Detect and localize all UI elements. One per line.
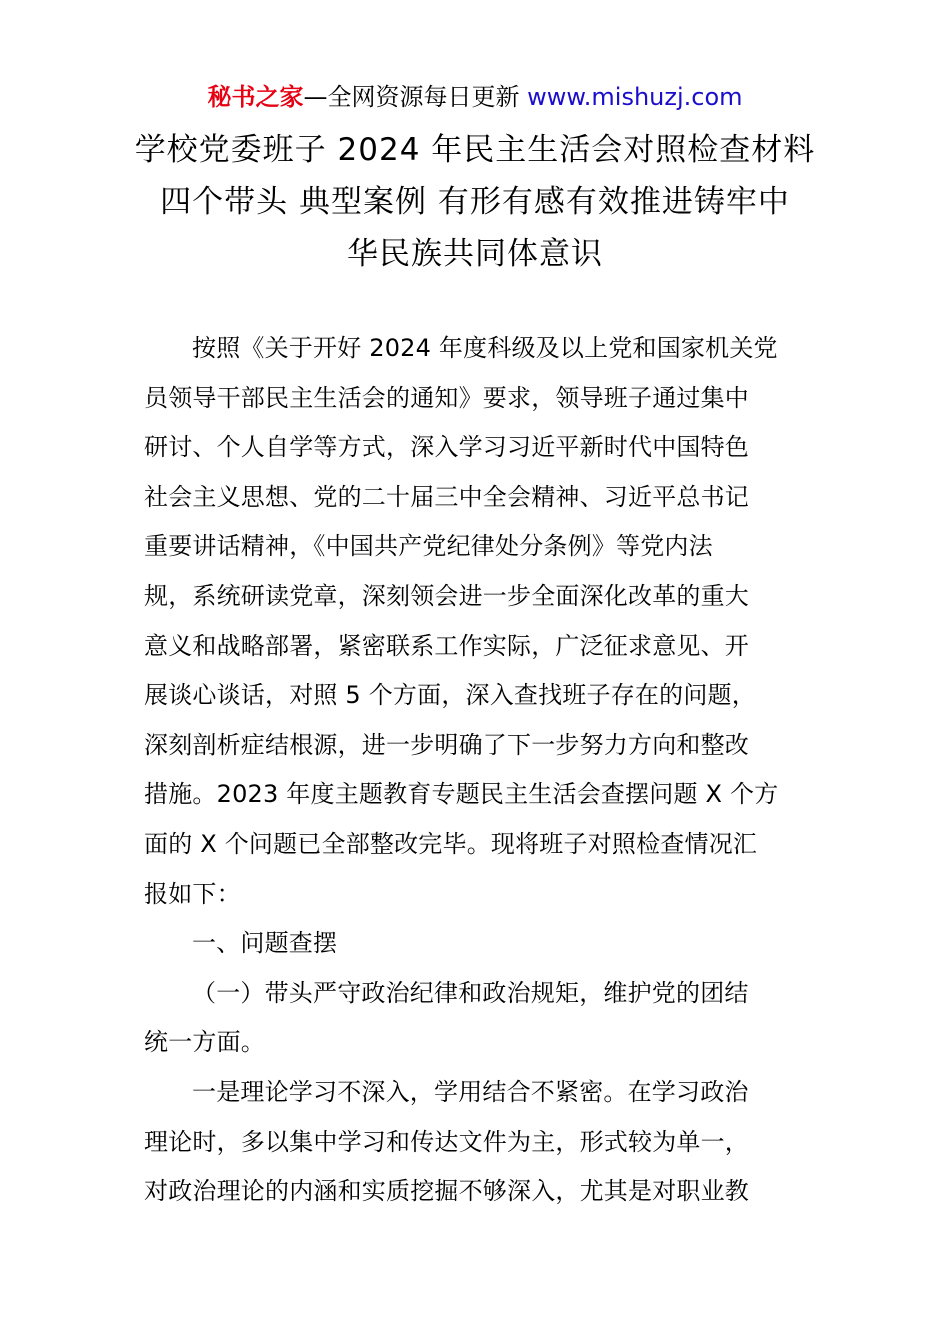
title-line-3: 华民族共同体意识: [347, 236, 603, 272]
subsection-heading: （一）带头严守政治纪律和政治规矩，维护党的团结: [192, 978, 749, 1007]
body-line: 规，系统研读党章，深刻领会进一步全面深化改革的重大: [144, 581, 749, 610]
site-brand: 秘书之家: [207, 83, 304, 111]
body-line: 意义和战略部署，紧密联系工作实际，广泛征求意见、开: [144, 631, 749, 660]
body-line: 报如下：: [144, 879, 241, 908]
title-line-1: 学校党委班子 2024 年民主生活会对照检查材料: [134, 132, 816, 168]
document-title: [100, 124, 850, 280]
body-line: 重要讲话精神，《中国共产党纪律处分条例》等党内法: [144, 532, 713, 561]
body-line: 面的 X 个问题已全部整改完毕。现将班子对照检查情况汇: [144, 829, 758, 858]
document-body: [144, 324, 814, 1217]
body-line: 理论时，多以集中学习和传达文件为主，形式较为单一，: [144, 1127, 749, 1156]
body-line: 展谈心谈话，对照 5 个方面，深入查找班子存在的问题，: [144, 681, 756, 710]
site-url-link[interactable]: www.mishuzj.com: [527, 83, 743, 111]
body-line: 对政治理论的内涵和实质挖掘不够深入，尤其是对职业教: [144, 1177, 749, 1206]
body-line: 研讨、个人自学等方式，深入学习习近平新时代中国特色: [144, 433, 749, 462]
body-line: 一是理论学习不深入，学用结合不紧密。在学习政治: [192, 1077, 749, 1106]
body-line: 措施。2023 年度主题教育专题民主生活会查摆问题 X 个方: [144, 780, 779, 809]
title-line-2: 四个带头 典型案例 有形有感有效推进铸牢中: [160, 184, 790, 220]
site-header: [0, 80, 950, 114]
body-line: 员领导干部民主生活会的通知》要求，领导班子通过集中: [144, 383, 749, 412]
body-line: 统一方面。: [144, 1028, 265, 1057]
section-heading: 一、问题查摆: [192, 929, 338, 958]
body-line: 社会主义思想、党的二十届三中全会精神、习近平总书记: [144, 482, 749, 511]
site-tagline: —全网资源每日更新: [303, 83, 528, 111]
body-line: 按照《关于开好 2024 年度科级及以上党和国家机关党: [192, 334, 778, 362]
body-line: 深刻剖析症结根源，进一步明确了下一步努力方向和整改: [144, 730, 749, 759]
